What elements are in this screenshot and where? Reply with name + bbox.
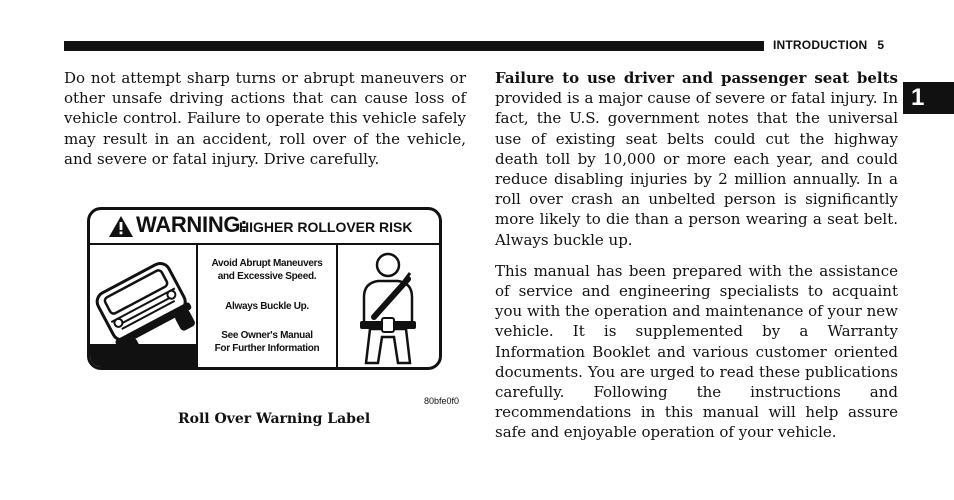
page-number: 5 — [877, 38, 885, 52]
safety-paragraph: Do not attempt sharp turns or abrupt maneuvers or other unsafe driving actions that can cause loss of vehicle control. Failure to operate this vehicle safely may result in an accident, roll over of the vehicle, and severe or fatal injury. Drive carefully. — [64, 69, 466, 168]
instruction-line: Always Buckle Up. — [225, 301, 309, 312]
warning-label-body — [90, 245, 439, 370]
instruction-line: Avoid Abrupt Maneuvers — [211, 258, 323, 269]
warning-subtitle: HIGHER ROLLOVER RISK — [239, 219, 413, 235]
instruction-line: For Further Information — [214, 343, 320, 354]
manual-paragraph: This manual has been prepared with the assistance of service and engineering specialists to acquaint you with the operation and maintenance of your new vehicle. It is supplemented by a Warranty Information Booklet and various customer oriented documents. You are urged to read these publications carefully. Following the instructions and recommendations in this manual will help assure safe and enjoyable operation of your vehicle. — [495, 261, 898, 442]
section-title: INTRODUCTION — [773, 38, 868, 52]
rollover-warning-label — [87, 207, 442, 370]
instruction-line: and Excessive Speed. — [217, 271, 317, 282]
left-column — [64, 68, 466, 169]
running-header — [773, 38, 884, 52]
warning-word: WARNING: — [136, 212, 248, 237]
warning-instructions — [198, 245, 338, 370]
seatbelt-body: provided is a major cause of severe or fatal injury. In fact, the U.S. government notes that the universal use of existing seat belts could cut the highway death toll by 10,000 or more each year, and could reduce disabling injuries by 2 million annually. In a roll over crash an unbelted person is significantly more likely to die than a person wearing a seat belt. Always buckle up. — [495, 89, 898, 249]
seatbelt-lead: Failure to use driver and passenger seat belts — [495, 69, 898, 87]
warning-triangle-icon — [109, 216, 133, 237]
header-rule — [64, 41, 764, 51]
rollover-vehicle-icon — [90, 245, 196, 370]
label-code: 80bfe0f0 — [424, 396, 460, 406]
seatbelt-person-icon — [338, 245, 439, 370]
chapter-tab: 1 — [903, 82, 954, 114]
right-column — [495, 68, 898, 443]
seatbelt-paragraph — [495, 68, 898, 250]
seatbelt-panel — [338, 245, 439, 370]
warning-label-header — [90, 210, 439, 245]
figure-caption: Roll Over Warning Label — [178, 411, 371, 427]
rollover-panel — [90, 245, 198, 370]
instruction-line: See Owner's Manual — [221, 330, 313, 341]
